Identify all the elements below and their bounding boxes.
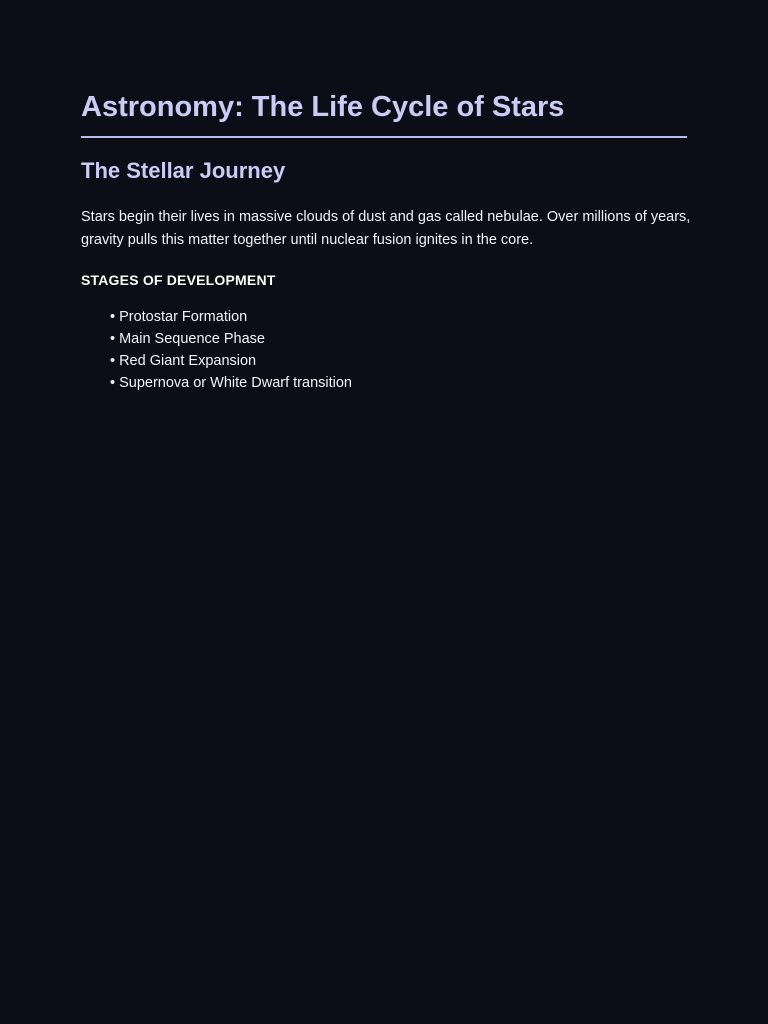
list-item	[110, 372, 352, 394]
list-item	[110, 350, 352, 372]
bullet-icon: •	[110, 331, 116, 347]
title-divider	[81, 136, 687, 138]
stage-label: Main Sequence Phase	[119, 331, 265, 347]
list-item	[110, 328, 352, 350]
list-item	[110, 306, 352, 328]
intro-paragraph: Stars begin their lives in massive clouds of dust and gas called nebulae. Over millions of years, gravity pulls this matter together until nuclear fusion ignites in the core.	[81, 209, 691, 248]
stages-label: STAGES OF DEVELOPMENT	[81, 272, 276, 288]
page-title: Astronomy: The Life Cycle of Stars	[81, 91, 565, 123]
bullet-icon: •	[110, 309, 116, 325]
section-heading: The Stellar Journey	[81, 158, 286, 183]
stage-label: Supernova or White Dwarf transition	[119, 375, 352, 391]
stage-label: Red Giant Expansion	[119, 353, 257, 369]
bullet-icon: •	[110, 375, 116, 391]
stage-label: Protostar Formation	[119, 309, 248, 325]
bullet-icon: •	[110, 353, 116, 369]
stage-list	[110, 306, 352, 394]
